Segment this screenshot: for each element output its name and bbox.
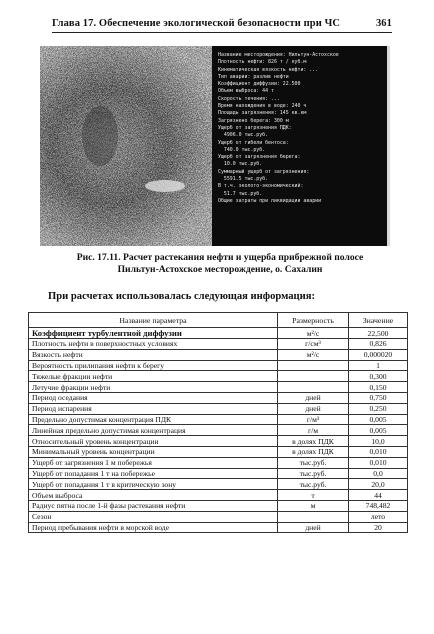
table-row — [29, 436, 408, 447]
panel-line: Объем выброса: 44 т — [218, 88, 274, 95]
header-unit: Размерность — [278, 313, 349, 328]
parameter-value: 0,300 — [349, 371, 408, 382]
parameter-unit: дней — [278, 522, 349, 533]
parameter-unit: дней — [278, 392, 349, 403]
parameter-unit: в долях ПДК — [278, 436, 349, 447]
panel-line: Суммарный ущерб от загрязнения: — [218, 168, 310, 175]
parameter-name: Ущерб от попадания 1 т на побережье — [29, 468, 278, 479]
parameter-value: 0,000020 — [349, 349, 408, 360]
parameter-value: 0,150 — [349, 382, 408, 393]
table-row — [29, 511, 408, 522]
parameter-value: 0,0 — [349, 468, 408, 479]
panel-line: Тип аварии: разлив нефти — [218, 73, 289, 80]
parameters-table — [28, 312, 408, 533]
parameter-value: 22,500 — [349, 328, 408, 339]
calculation-results-panel — [212, 46, 387, 246]
parameter-name: Линейная предельно допустимая концентрация — [29, 425, 278, 436]
parameter-unit: т — [278, 490, 349, 501]
table-row — [29, 457, 408, 468]
panel-line: Плотность нефти: 826 т / куб.м — [218, 59, 307, 66]
parameter-value: 0,005 — [349, 425, 408, 436]
figure-caption — [60, 252, 380, 276]
table-row — [29, 479, 408, 490]
parameter-name: Объем выброса — [29, 490, 278, 501]
table-row — [29, 414, 408, 425]
figure-image — [40, 46, 390, 246]
panel-line: 740.0 тыс.руб. — [218, 146, 266, 153]
panel-line: Кинематическая вязкость нефти: ... — [218, 66, 319, 73]
panel-line: Ущерб от загрязнения берега: — [218, 154, 301, 161]
parameter-name: Период пребывания нефти в морской воде — [29, 522, 278, 533]
header-value: Значение — [349, 313, 408, 328]
panel-line: Время нахождения в воде: 240 ч — [218, 103, 307, 110]
parameter-value: 0,250 — [349, 403, 408, 414]
table-row — [29, 382, 408, 393]
parameter-value: 20,0 — [349, 479, 408, 490]
table-row — [29, 403, 408, 414]
table-row — [29, 392, 408, 403]
caption-line-1: Рис. 17.11. Расчет растекания нефти и ущерба прибрежной полосе — [76, 252, 364, 263]
parameter-unit: тыс.руб. — [278, 468, 349, 479]
table-row — [29, 425, 408, 436]
parameter-name: Ущерб от попадания 1 т в критическую зону — [29, 479, 278, 490]
parameter-name: Вязкость нефти — [29, 349, 278, 360]
page-number: 361 — [375, 18, 392, 29]
parameter-unit: г/м — [278, 425, 349, 436]
panel-line: Название месторождения: Нильтун-Астохское — [218, 52, 339, 58]
header-parameter-name: Название параметра — [29, 313, 278, 328]
parameter-name: Радиус пятна после 1-й фазы растекания нефти — [29, 500, 278, 511]
chapter-title: Глава 17. Обеспечение экологической безопасности при ЧС — [52, 18, 341, 29]
table-row — [29, 371, 408, 382]
panel-line: Ущерб от гибели бентоса: — [218, 139, 289, 146]
parameter-name: Предельно допустимая концентрация ПДК — [29, 414, 278, 425]
parameter-value: 748,482 — [349, 500, 408, 511]
parameter-unit — [278, 371, 349, 382]
panel-line: Скорость течения: ... — [218, 95, 280, 102]
parameter-unit — [278, 382, 349, 393]
page-header — [52, 18, 392, 33]
panel-line: 5591.5 тыс.руб. — [218, 176, 269, 183]
parameter-unit — [278, 511, 349, 522]
parameter-value: 0,005 — [349, 414, 408, 425]
parameter-name: Летучие фракции нефти — [29, 382, 278, 393]
parameter-unit: тыс.руб. — [278, 457, 349, 468]
parameter-value: 0,750 — [349, 392, 408, 403]
panel-line: 10.0 тыс.руб. — [218, 161, 263, 168]
table-row — [29, 490, 408, 501]
panel-line: Загрязнено берега: 300 м — [218, 117, 289, 124]
panel-line: В т.ч. эколого-экономический: — [218, 183, 304, 190]
noise-texture — [40, 46, 215, 246]
panel-line: Площадь загрязнения: 145 кв.км — [218, 110, 307, 117]
table-row — [29, 522, 408, 533]
parameter-unit: в долях ПДК — [278, 446, 349, 457]
panel-line: Общие затраты при ликвидации аварии — [218, 197, 322, 204]
table-row — [29, 468, 408, 479]
parameter-value: 44 — [349, 490, 408, 501]
intro-text: При расчетах использовалась следующая информация: — [48, 291, 316, 302]
table-row — [29, 328, 408, 339]
parameter-name: Период оседания — [29, 392, 278, 403]
parameter-name: Тяжелые фракции нефти — [29, 371, 278, 382]
table-row — [29, 349, 408, 360]
panel-line: Коэффициент диффузии: 22.500 — [218, 81, 301, 88]
parameter-name: Минимальный уровень концентрации — [29, 446, 278, 457]
parameter-value: 20 — [349, 522, 408, 533]
table-row — [29, 446, 408, 457]
parameter-value: 10,0 — [349, 436, 408, 447]
parameter-unit: м²/с — [278, 349, 349, 360]
parameter-name: Сезон — [29, 511, 278, 522]
table-row — [29, 500, 408, 511]
parameter-value: 1 — [349, 360, 408, 371]
parameter-name: Относительный уровень концентрации — [29, 436, 278, 447]
parameter-value: лето — [349, 511, 408, 522]
parameter-unit: г/см³ — [278, 339, 349, 350]
parameter-value: 0,010 — [349, 446, 408, 457]
parameter-unit: дней — [278, 403, 349, 414]
parameter-unit: м²/с — [278, 328, 349, 339]
parameter-name: Период испарения — [29, 403, 278, 414]
parameter-unit: тыс.руб. — [278, 479, 349, 490]
parameter-name: Коэффициент турбулентной диффузии — [29, 328, 278, 339]
table-row — [29, 339, 408, 350]
table-row — [29, 360, 408, 371]
caption-line-2: Пильтун-Астохское месторождение, о. Сахалин — [117, 264, 323, 275]
table-header-row — [29, 313, 408, 328]
parameter-unit: м — [278, 500, 349, 511]
parameter-name: Вероятность прилипания нефти к берегу — [29, 360, 278, 371]
panel-line: Ущерб от загрязнения ПДК: — [218, 124, 292, 131]
parameter-unit: г/м³ — [278, 414, 349, 425]
parameter-unit — [278, 360, 349, 371]
parameter-value: 0,010 — [349, 457, 408, 468]
spill-map-image — [40, 46, 215, 246]
panel-line: 51.7 тыс.руб. — [218, 190, 263, 197]
parameter-name: Плотность нефти в поверхностных условиях — [29, 339, 278, 350]
parameter-value: 0,826 — [349, 339, 408, 350]
parameter-name: Ущерб от загрязнения 1 м побережья — [29, 457, 278, 468]
panel-line: 4906.0 тыс.руб. — [218, 132, 269, 139]
